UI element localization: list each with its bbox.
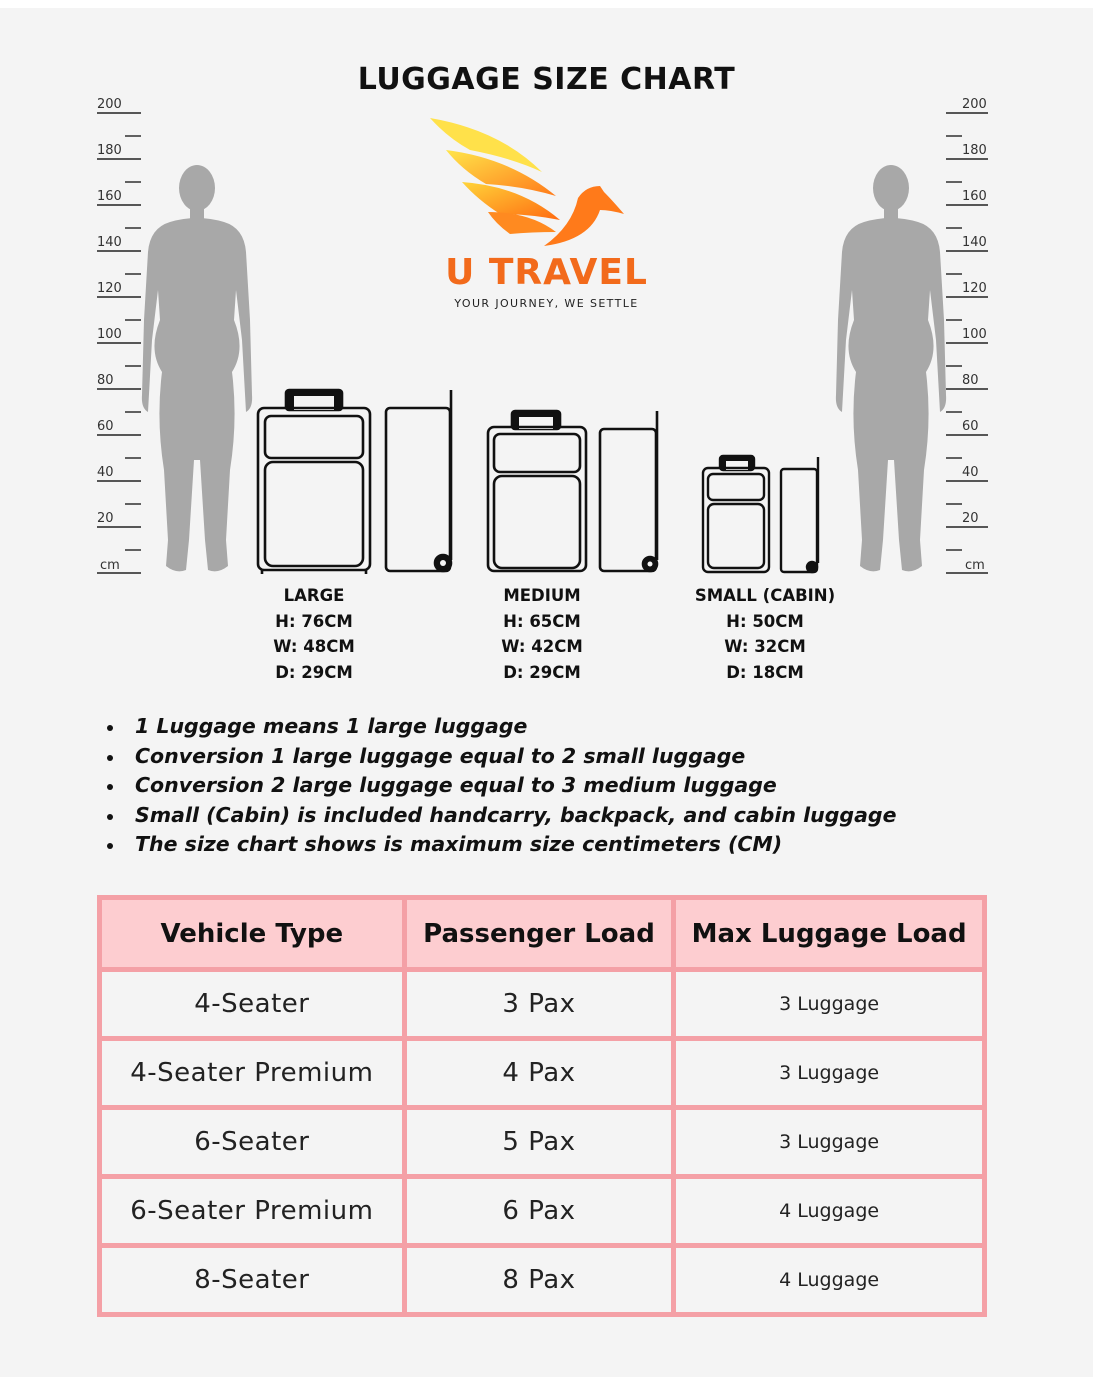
- scale-label: 120: [962, 281, 987, 296]
- scale-label: 60: [962, 419, 979, 434]
- scale-label: 160: [962, 189, 987, 204]
- ruler-scale-icon: [946, 113, 988, 573]
- luggage-depth: D: 29CM: [275, 662, 353, 682]
- luggage-spec-small: [665, 583, 865, 685]
- column-header: Passenger Load: [404, 898, 674, 970]
- woman-silhouette-icon: [142, 165, 252, 571]
- scale-label: 140: [97, 235, 122, 250]
- luggage-width: W: 48CM: [273, 637, 355, 656]
- scale-label: 180: [962, 143, 987, 158]
- scale-label: 80: [962, 373, 979, 388]
- max-luggage-cell: 4 Luggage: [674, 1246, 985, 1315]
- note-item: Conversion 2 large luggage equal to 3 medium luggage: [100, 771, 897, 801]
- ruler-scale-icon: [97, 113, 141, 573]
- vehicle-type-cell: 4-Seater Premium: [100, 1039, 405, 1108]
- passenger-load-cell: 5 Pax: [404, 1108, 674, 1177]
- vehicle-type-cell: 4-Seater: [100, 970, 405, 1039]
- page-title: LUGGAGE SIZE CHART: [357, 62, 736, 97]
- scale-label: 120: [97, 281, 122, 296]
- brand-name: U TRAVEL: [445, 252, 648, 293]
- luggage-height: H: 65CM: [503, 611, 581, 631]
- woman-silhouette-icon: [836, 165, 946, 571]
- scale-label: 40: [962, 465, 979, 480]
- luggage-depth: D: 29CM: [503, 662, 581, 682]
- max-luggage-cell: 3 Luggage: [674, 970, 985, 1039]
- scale-label: 180: [97, 143, 122, 158]
- scale-label: cm: [965, 558, 985, 573]
- luggage-depth: D: 18CM: [726, 662, 804, 682]
- column-header: Vehicle Type: [100, 898, 405, 970]
- luggage-name: MEDIUM: [503, 586, 581, 605]
- scale-label: 20: [962, 511, 979, 526]
- suitcase-front-icon: [488, 411, 586, 571]
- luggage-spec-large: [214, 583, 414, 685]
- suitcase-side-icon: [600, 411, 657, 571]
- luggage-height: H: 76CM: [275, 611, 353, 631]
- luggage-width: W: 42CM: [501, 637, 583, 656]
- passenger-load-cell: 8 Pax: [404, 1246, 674, 1315]
- table-header-row: [100, 898, 985, 970]
- table-row: [100, 1039, 985, 1108]
- table-row: [100, 1246, 985, 1315]
- table-row: [100, 970, 985, 1039]
- vehicle-type-cell: 6-Seater Premium: [100, 1177, 405, 1246]
- note-item: Conversion 1 large luggage equal to 2 small luggage: [100, 742, 897, 772]
- luggage-height: H: 50CM: [726, 611, 804, 631]
- table-row: [100, 1108, 985, 1177]
- suitcase-front-icon: [258, 390, 370, 574]
- suitcase-side-icon: [386, 390, 451, 571]
- scale-label: 200: [962, 97, 987, 112]
- suitcase-side-icon: [781, 457, 818, 572]
- note-item: The size chart shows is maximum size centimeters (CM): [100, 830, 897, 860]
- luggage-width: W: 32CM: [724, 637, 806, 656]
- brand-tagline: YOUR JOURNEY, WE SETTLE: [454, 297, 639, 310]
- scale-label: cm: [100, 558, 120, 573]
- notes-list: [100, 712, 897, 860]
- scale-label: 60: [97, 419, 114, 434]
- note-item: 1 Luggage means 1 large luggage: [100, 712, 897, 742]
- scale-label: 40: [97, 465, 114, 480]
- passenger-load-cell: 3 Pax: [404, 970, 674, 1039]
- max-luggage-cell: 3 Luggage: [674, 1108, 985, 1177]
- bird-wings-logo: [430, 118, 624, 246]
- passenger-load-cell: 6 Pax: [404, 1177, 674, 1246]
- vehicle-type-cell: 6-Seater: [100, 1108, 405, 1177]
- max-luggage-cell: 3 Luggage: [674, 1039, 985, 1108]
- suitcase-front-icon: [703, 456, 769, 572]
- scale-label: 140: [962, 235, 987, 250]
- vehicle-luggage-table: [97, 895, 987, 1317]
- luggage-name: SMALL (CABIN): [694, 586, 836, 605]
- vehicle-type-cell: 8-Seater: [100, 1246, 405, 1315]
- luggage-spec-medium: [442, 583, 642, 685]
- luggage-name: LARGE: [283, 586, 345, 605]
- passenger-load-cell: 4 Pax: [404, 1039, 674, 1108]
- note-item: Small (Cabin) is included handcarry, backpack, and cabin luggage: [100, 801, 897, 831]
- max-luggage-cell: 4 Luggage: [674, 1177, 985, 1246]
- scale-label: 20: [97, 511, 114, 526]
- column-header: Max Luggage Load: [674, 898, 985, 970]
- table-row: [100, 1177, 985, 1246]
- scale-label: 80: [97, 373, 114, 388]
- scale-label: 100: [962, 327, 987, 342]
- scale-label: 100: [97, 327, 122, 342]
- scale-label: 200: [97, 97, 122, 112]
- scale-label: 160: [97, 189, 122, 204]
